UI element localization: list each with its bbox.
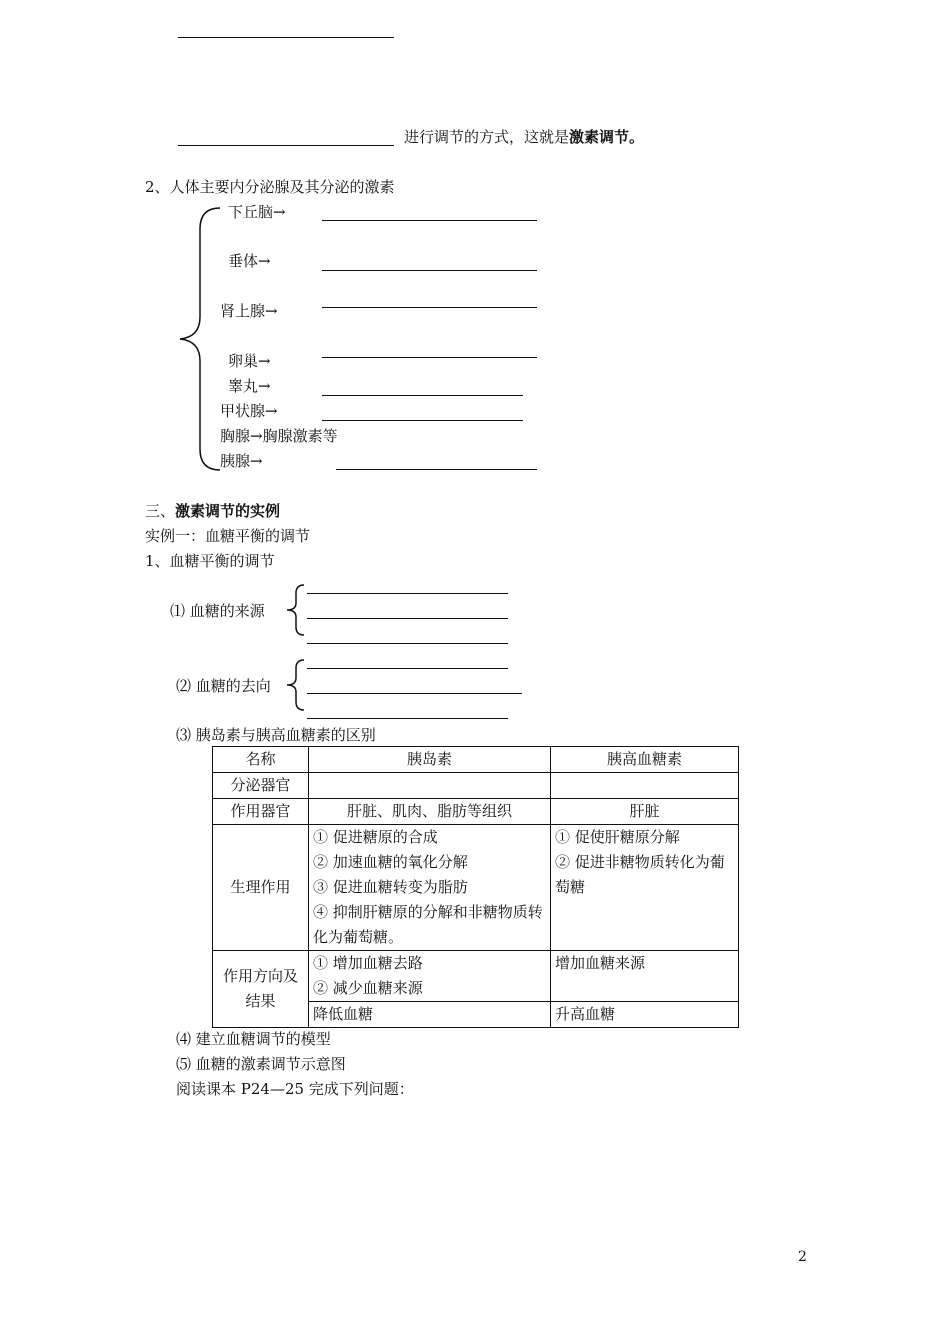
list-item: ① 促使肝糖原分解 — [555, 828, 680, 846]
header-glucagon: 胰高血糖素 — [551, 747, 739, 773]
table-row — [213, 747, 739, 773]
glucagon-target: 肝脏 — [551, 799, 739, 825]
table-row — [213, 951, 739, 1002]
blank-line — [307, 618, 508, 619]
row-function-label: 生理作用 — [213, 825, 309, 951]
gland-testis: 睾丸→ — [228, 377, 271, 395]
glucagon-functions — [551, 825, 739, 951]
header-insulin: 胰岛素 — [309, 747, 551, 773]
section2-title: 2、人体主要内分泌腺及其分泌的激素 — [145, 178, 395, 196]
insulin-direction — [309, 951, 551, 1002]
blank-line — [307, 693, 522, 694]
gland-pituitary: 垂体→ — [228, 252, 271, 270]
blank-line — [322, 220, 537, 221]
list-item: ① 促进糖原的合成 — [313, 828, 438, 846]
table-row — [213, 799, 739, 825]
list-item: ④ 抑制肝糖原的分解和非糖物质转化为葡萄糖。 — [313, 903, 543, 946]
section3-heading: 三、激素调节的实例 — [145, 502, 281, 520]
hormone-difference-title: ⑶ 胰岛素与胰高血糖素的区别 — [176, 726, 376, 744]
glucagon-direction: 增加血糖来源 — [551, 951, 739, 1002]
blank-line — [322, 307, 537, 308]
example1-title: 实例一：血糖平衡的调节 — [145, 527, 311, 545]
blank-line — [322, 357, 537, 358]
blank-line — [307, 593, 508, 594]
row-secrete-label: 分泌器官 — [213, 773, 309, 799]
reading-instruction: 阅读课本 P24—25 完成下列问题： — [176, 1080, 414, 1098]
insulin-result: 降低血糖 — [309, 1002, 551, 1028]
blank-line — [336, 469, 537, 470]
blank-line — [322, 420, 523, 421]
table-row — [213, 773, 739, 799]
hormone-regulation-sentence: 进行调节的方式，这就是激素调节。 — [404, 128, 645, 146]
hormone-comparison-table — [212, 746, 739, 1028]
header-name: 名称 — [213, 747, 309, 773]
blank-line — [307, 718, 508, 719]
gland-brace — [176, 205, 222, 473]
list-item: ② 加速血糖的氧化分解 — [313, 853, 468, 871]
source-brace — [284, 583, 306, 637]
list-item: ② 减少血糖来源 — [313, 979, 423, 997]
gland-pancreas: 胰腺→ — [220, 452, 263, 470]
row-target-label: 作用器官 — [213, 799, 309, 825]
list-item: ③ 促进血糖转变为脂肪 — [313, 878, 468, 896]
table-row — [213, 825, 739, 951]
insulin-secrete-cell — [309, 773, 551, 799]
row-direction-label: 作用方向及结果 — [213, 951, 309, 1028]
gland-hypothalamus: 下丘脑→ — [228, 203, 286, 221]
glucose-source-label: ⑴ 血糖的来源 — [170, 602, 265, 620]
glucagon-result: 升高血糖 — [551, 1002, 739, 1028]
blank-line — [178, 145, 394, 146]
glucagon-secrete-cell — [551, 773, 739, 799]
blank-line — [307, 668, 508, 669]
blank-line — [322, 395, 523, 396]
blank-line — [322, 270, 537, 271]
diagram-title: ⑸ 血糖的激素调节示意图 — [176, 1055, 346, 1073]
page-number: 2 — [798, 1249, 807, 1265]
glucose-destination-label: ⑵ 血糖的去向 — [176, 677, 271, 695]
destination-brace — [284, 658, 306, 712]
model-title: ⑷ 建立血糖调节的模型 — [176, 1030, 331, 1048]
insulin-functions — [309, 825, 551, 951]
item1-title: 1、血糖平衡的调节 — [145, 552, 275, 570]
insulin-target: 肝脏、肌肉、脂肪等组织 — [309, 799, 551, 825]
gland-adrenal: 肾上腺→ — [220, 302, 278, 320]
gland-thyroid: 甲状腺→ — [220, 402, 278, 420]
blank-line — [178, 37, 394, 38]
blank-line — [307, 643, 508, 644]
gland-thymus: 胸腺→胸腺激素等 — [220, 427, 338, 445]
list-item: ① 增加血糖去路 — [313, 954, 423, 972]
gland-ovary: 卵巢→ — [228, 352, 271, 370]
list-item: ② 促进非糖物质转化为葡萄糖 — [555, 853, 725, 896]
